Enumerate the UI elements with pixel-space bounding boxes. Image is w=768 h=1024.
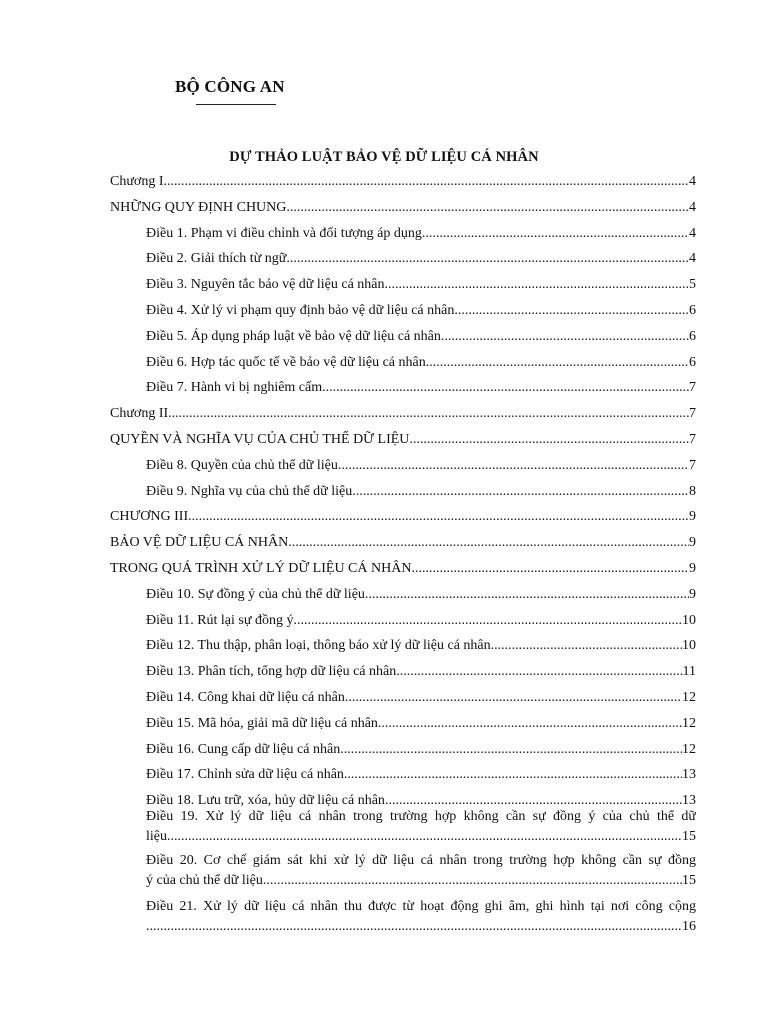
toc-entry-title: Điều 1. Phạm vi điều chỉnh và đối tượng áp dụng (146, 225, 422, 241)
toc-page-number: 7 (689, 432, 696, 447)
toc-dot-leader (164, 174, 690, 190)
toc-page-number: 7 (689, 457, 696, 473)
toc-entry[interactable] (146, 329, 696, 345)
toc-dot-leader (167, 827, 682, 847)
toc-page-number: 9 (689, 586, 696, 602)
toc-page-number: 6 (689, 354, 696, 370)
toc-entry[interactable] (146, 226, 696, 242)
toc-entry[interactable] (146, 380, 696, 396)
toc-entry[interactable] (146, 613, 696, 629)
toc-entry-title: Điều 17. Chỉnh sửa dữ liệu cá nhân (146, 767, 344, 783)
toc-page-number: 6 (689, 328, 696, 344)
toc-entry-title: Điều 9. Nghĩa vụ của chủ thể dữ liệu (146, 483, 353, 499)
toc-entry-title: Điều 14. Công khai dữ liệu cá nhân (146, 690, 345, 705)
toc-page-number: 9 (689, 561, 696, 576)
toc-page-number: 12 (682, 715, 696, 731)
toc-page-number: 15 (682, 829, 696, 844)
toc-page-number: 15 (682, 873, 696, 888)
toc-entry-title: Điều 21. Xử lý dữ liệu cá nhân thu được từ hoạt động ghi âm, ghi hình tại nơi công cộng (146, 899, 696, 914)
toc-dot-leader (454, 303, 689, 319)
toc-dot-leader (188, 509, 689, 525)
toc-dot-leader (441, 329, 689, 345)
toc-entry-wrapped[interactable] (146, 851, 696, 891)
toc-page-number: 11 (682, 664, 696, 680)
document-title: DỰ THẢO LUẬT BẢO VỆ DỮ LIỆU CÁ NHÂN (229, 149, 539, 165)
toc-entry[interactable] (110, 561, 696, 577)
toc-entry-title: Điều 19. Xử lý dữ liệu cá nhân trong trường hợp không cần sự đồng ý của chủ thể dữ (146, 809, 696, 824)
toc-dot-leader (286, 200, 689, 216)
toc-entry-title: TRONG QUÁ TRÌNH XỬ LÝ DỮ LIỆU CÁ NHÂN (110, 561, 412, 576)
toc-entry-title: NHỮNG QUY ĐỊNH CHUNG (110, 199, 287, 215)
toc-page-number: 13 (682, 767, 696, 783)
toc-dot-leader (168, 406, 689, 422)
toc-entry[interactable] (146, 587, 696, 603)
toc-page-number: 4 (689, 174, 696, 189)
toc-entry-title: Điều 13. Phân tích, tổng hợp dữ liệu cá nhân (146, 664, 397, 680)
toc-dot-leader (409, 432, 689, 448)
toc-page-number: 8 (689, 483, 696, 499)
toc-dot-leader (426, 355, 689, 371)
toc-entry[interactable] (146, 277, 696, 293)
toc-page-number: 13 (682, 793, 696, 809)
toc-entry[interactable] (110, 432, 696, 448)
agency-name: BỘ CÔNG AN (175, 77, 285, 96)
toc-entry-wrapped[interactable] (146, 897, 696, 937)
toc-entry-title: Điều 10. Sự đồng ý của chủ thể dữ liệu (146, 586, 365, 602)
toc-dot-leader (286, 251, 689, 267)
toc-entry-continuation (146, 827, 696, 847)
toc-dot-leader (365, 587, 689, 603)
toc-entry-title: Điều 4. Xử lý vi phạm quy định bảo vệ dữ liệu cá nhân (146, 303, 455, 318)
toc-entry-title: Điều 20. Cơ chế giám sát khi xử lý dữ liệu cá nhân trong trường hợp không cần sự đồng (146, 853, 696, 868)
toc-entry-title: Điều 6. Hợp tác quốc tế về bảo vệ dữ liệu cá nhân (146, 354, 426, 370)
toc-dot-leader (345, 690, 682, 706)
toc-page-number: 9 (689, 535, 696, 551)
toc-entry[interactable] (146, 458, 696, 474)
toc-page-number: 6 (689, 303, 696, 318)
toc-dot-leader (378, 716, 682, 732)
toc-page-number: 9 (689, 509, 696, 525)
toc-page-number: 10 (682, 638, 696, 654)
toc-dot-leader (385, 277, 689, 293)
toc-page-number: 12 (682, 690, 696, 705)
toc-dot-leader (344, 767, 682, 783)
toc-page-number: 4 (689, 199, 696, 215)
toc-dot-leader (340, 742, 682, 758)
toc-entry[interactable] (110, 406, 696, 422)
toc-page-number: 4 (689, 225, 696, 241)
toc-entry[interactable] (146, 716, 696, 732)
toc-dot-leader (322, 380, 689, 396)
toc-dot-leader (338, 458, 689, 474)
toc-page-number: 5 (689, 277, 696, 293)
toc-entry[interactable] (146, 664, 696, 680)
toc-entry[interactable] (146, 303, 696, 319)
agency-underline (196, 104, 276, 105)
toc-entry[interactable] (146, 355, 696, 371)
toc-entry-title-continued: ý của chủ thể dữ liệu (146, 873, 263, 888)
toc-dot-leader (146, 917, 682, 937)
toc-page-number: 12 (682, 741, 696, 757)
toc-entry-title: Điều 16. Cung cấp dữ liệu cá nhân (146, 741, 341, 757)
toc-entry-title: Điều 3. Nguyên tắc bảo vệ dữ liệu cá nhân (146, 277, 385, 293)
toc-entry-title: QUYỀN VÀ NGHĨA VỤ CỦA CHỦ THỂ DỮ LIỆU (110, 432, 410, 447)
toc-entry[interactable] (110, 509, 696, 525)
toc-entry-continuation (146, 871, 696, 891)
toc-page-number: 16 (682, 919, 696, 934)
toc-entry-title: Chương I (110, 174, 164, 189)
toc-entry-wrapped[interactable] (146, 807, 696, 847)
toc-page-number: 7 (689, 406, 696, 422)
toc-dot-leader (396, 664, 682, 680)
toc-entry-title: BẢO VỆ DỮ LIỆU CÁ NHÂN (110, 535, 289, 551)
toc-entry-title: Điều 8. Quyền của chủ thể dữ liệu (146, 457, 338, 473)
toc-entry-title: Chương II (110, 406, 169, 422)
toc-entry-title: Điều 7. Hành vi bị nghiêm cấm (146, 380, 323, 396)
toc-dot-leader (491, 638, 682, 654)
toc-entry[interactable] (110, 174, 696, 190)
toc-entry-title: Điều 12. Thu thập, phân loại, thông báo xử lý dữ liệu cá nhân (146, 638, 491, 654)
toc-entry[interactable] (146, 742, 696, 758)
toc-entry-title: CHƯƠNG III (110, 509, 189, 525)
toc-dot-leader (422, 226, 689, 242)
toc-page-number: 7 (689, 380, 696, 396)
toc-entry-continuation (146, 917, 696, 937)
toc-dot-leader (288, 535, 689, 551)
toc-page-number: 4 (689, 251, 696, 267)
toc-entry-title: Điều 18. Lưu trữ, xóa, hủy dữ liệu cá nhân (146, 793, 385, 809)
toc-entry[interactable] (146, 638, 696, 654)
toc-entry-title: Điều 15. Mã hóa, giải mã dữ liệu cá nhân (146, 715, 378, 731)
toc-dot-leader (352, 484, 689, 500)
toc-entry[interactable] (110, 535, 696, 551)
toc-entry[interactable] (146, 690, 696, 706)
toc-entry-title: Điều 11. Rút lại sự đồng ý (146, 612, 294, 628)
toc-entry-title-continued: liệu (146, 829, 167, 844)
toc-dot-leader (411, 561, 689, 577)
toc-dot-leader (293, 613, 682, 629)
toc-page-number: 10 (682, 612, 696, 628)
toc-entry[interactable] (146, 767, 696, 783)
toc-entry[interactable] (146, 484, 696, 500)
toc-entry[interactable] (146, 251, 696, 267)
toc-dot-leader (263, 871, 682, 891)
toc-entry-title: Điều 2. Giải thích từ ngữ (146, 251, 287, 267)
toc-entry[interactable] (110, 200, 696, 216)
toc-entry-title: Điều 5. Áp dụng pháp luật về bảo vệ dữ liệu cá nhân (146, 328, 441, 344)
